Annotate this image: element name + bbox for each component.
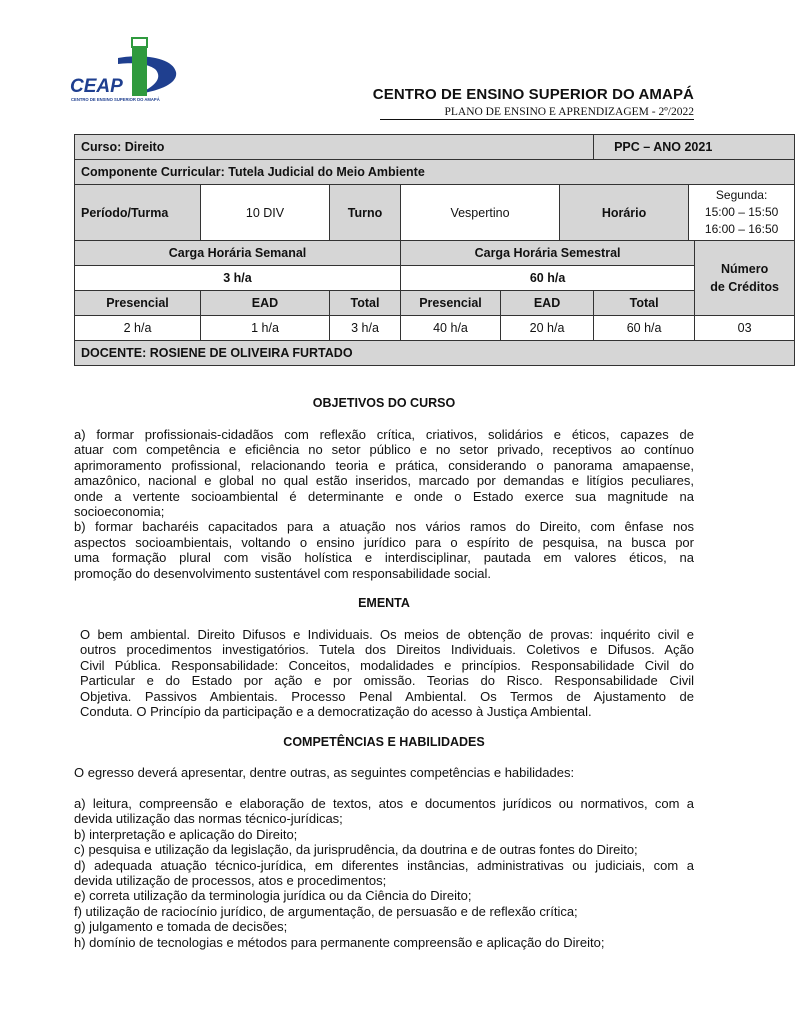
- creditos-label-line-2: de Créditos: [710, 280, 779, 294]
- objetivos-line: uma formação plural com visão holística e interdisciplinar, pautada em valores éticos, na: [74, 550, 694, 566]
- horario-slot-2: 16:00 – 16:50: [704, 222, 779, 236]
- competencias-line: f) utilização de raciocínio jurídico, de argumentação, de persuasão e de reflexão crítica;: [74, 903, 578, 919]
- competencias-line: g) julgamento e tomada de decisões;: [74, 919, 288, 935]
- col-total-semanal: Total: [330, 291, 401, 316]
- carga-semanal-label: Carga Horária Semanal: [75, 241, 401, 266]
- horario-value: [689, 185, 795, 241]
- semanal-total-value: 3 h/a: [330, 316, 401, 341]
- ementa-text: [80, 627, 694, 719]
- ementa-line: outros procedimentos investigatórios. Tutela dos Direitos Individuais. Coletivos e Difusos. Ação: [80, 642, 694, 658]
- col-presencial-semestral: Presencial: [401, 291, 501, 316]
- objetivos-line: a) formar profissionais-cidadãos com reflexão crítica, criativos, solidários e éticos, capazes de: [74, 427, 694, 442]
- objetivos-line: aprimoramento profissional, relacionando teoria e prática, considerando o panorama amapaense,: [74, 457, 694, 473]
- competencias-line: b) interpretação e aplicação do Direito;: [74, 826, 298, 842]
- competencias-line: e) correta utilização da terminologia jurídica ou da Ciência do Direito;: [74, 888, 472, 904]
- institution-name: CENTRO DE ENSINO SUPERIOR DO AMAPÁ: [372, 86, 694, 103]
- periodo-label: Período/Turma: [75, 185, 201, 241]
- docente-cell: DOCENTE: ROSIENE DE OLIVEIRA FURTADO: [75, 341, 795, 366]
- horario-label: Horário: [560, 185, 689, 241]
- col-total-semestral: Total: [594, 291, 695, 316]
- header-divider: [380, 119, 694, 120]
- creditos-label-line-1: Número: [720, 262, 769, 276]
- ementa-line: Conduta. O Princípio da participação e a democratização do acesso à Justiça Ambiental.: [80, 704, 592, 720]
- periodo-value: 10 DIV: [201, 185, 330, 241]
- ementa-line: O bem ambiental. Direito Difusos e Individuais. Os meios de obtenção de provas: inquérito civil e: [80, 627, 694, 642]
- objetivos-line: aspectos socioambientais, voltando o ensino jurídico para o espírito de pesquisa, na busca por: [74, 534, 694, 550]
- semestral-ead-value: 20 h/a: [501, 316, 594, 341]
- competencias-line: c) pesquisa e utilização da legislação, da jurisprudência, da doutrina e de outras fontes do Direito;: [74, 842, 638, 858]
- curso-cell: Curso: Direito: [75, 135, 594, 160]
- logo-subtext: CENTRO DE ENSINO SUPERIOR DO AMAPÁ: [71, 97, 160, 102]
- objetivos-line: onde a vertente socioambiental é determinante e onde o Estado exerce sua magnitude na: [74, 488, 694, 504]
- ementa-line: Objetiva. Passivos Ambientais. Processo Penal Ambiental. Os Termos de Ajustamento de: [80, 688, 694, 704]
- competencias-line: a) leitura, compreensão e elaboração de textos, atos e documentos jurídicos ou normativos, com a: [74, 796, 694, 811]
- objetivos-line: amazônico, nacional e global no qual estão inseridos, marcado por demandas e litígios peculiares,: [74, 473, 694, 489]
- ementa-line: Civil Pública. Responsabilidade: Conceitos, modalidades e princípios. Responsabilidade Civil do: [80, 657, 694, 673]
- logo-text: CEAP: [70, 76, 123, 97]
- objetivos-text: [74, 427, 694, 581]
- turno-label: Turno: [330, 185, 401, 241]
- ppc-cell: PPC – ANO 2021: [594, 135, 795, 160]
- col-presencial-semanal: Presencial: [75, 291, 201, 316]
- objetivos-title: OBJETIVOS DO CURSO: [312, 396, 456, 410]
- objetivos-line: atuar com competência e eficiência no setor público e no setor privado, receptivos ao contínuo: [74, 442, 694, 458]
- ementa-title: EMENTA: [358, 596, 410, 610]
- competencias-list: [74, 796, 694, 950]
- semestral-total: 60 h/a: [401, 266, 695, 291]
- objetivos-line: socioeconomia;: [74, 504, 165, 520]
- componente-cell: Componente Curricular: Tutela Judicial do Meio Ambiente: [75, 160, 795, 185]
- semestral-total-value: 60 h/a: [594, 316, 695, 341]
- competencias-line: devida utilização de processos, atos e procedimentos;: [74, 873, 387, 889]
- course-info-table: [74, 134, 795, 366]
- horario-day: Segunda:: [715, 188, 768, 202]
- competencias-line: devida utilização das normas técnico-jurídicas;: [74, 811, 343, 827]
- turno-value: Vespertino: [401, 185, 560, 241]
- semanal-total: 3 h/a: [75, 266, 401, 291]
- creditos-label: [695, 241, 795, 316]
- col-ead-semanal: EAD: [201, 291, 330, 316]
- competencias-line: d) adequada atuação técnico-jurídica, em diferentes instâncias, administrativas ou judiciais, com a: [74, 857, 694, 873]
- creditos-value: 03: [695, 316, 795, 341]
- semanal-presencial-value: 2 h/a: [75, 316, 201, 341]
- competencias-intro: O egresso deverá apresentar, dentre outras, as seguintes competências e habilidades:: [74, 765, 575, 780]
- ceap-logo: [68, 34, 180, 104]
- plan-title: PLANO DE ENSINO E APRENDIZAGEM - 2º/2022: [444, 106, 694, 118]
- semestral-presencial-value: 40 h/a: [401, 316, 501, 341]
- col-ead-semestral: EAD: [501, 291, 594, 316]
- competencias-title: COMPETÊNCIAS E HABILIDADES: [283, 735, 485, 749]
- horario-slot-1: 15:00 – 15:50: [704, 205, 779, 219]
- semanal-ead-value: 1 h/a: [201, 316, 330, 341]
- ementa-line: Particular e do Estado por ação e por omissão. Teorias do Risco. Responsabilidade Civil: [80, 673, 694, 689]
- objetivos-line: promoção do desenvolvimento sustentável com responsabilidade social.: [74, 565, 491, 581]
- competencias-line: h) domínio de tecnologias e métodos para permanente compreensão e aplicação do Direito;: [74, 934, 605, 950]
- carga-semestral-label: Carga Horária Semestral: [401, 241, 695, 266]
- objetivos-line: b) formar bacharéis capacitados para a atuação nos vários ramos do Direito, com ênfase nos: [74, 519, 694, 535]
